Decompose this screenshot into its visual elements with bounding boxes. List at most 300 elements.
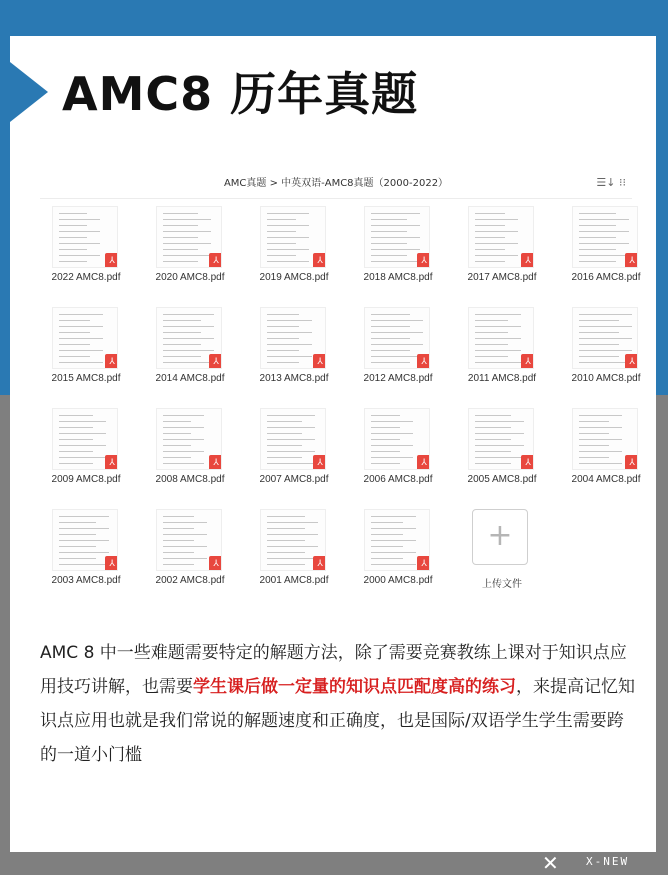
file-explorer: [40, 170, 641, 602]
file-tile[interactable]: [352, 509, 444, 601]
watermark-text: X-NEW: [586, 855, 630, 868]
thumbnail-text-line: [163, 356, 201, 357]
file-tile[interactable]: [456, 206, 548, 298]
thumbnail-text-line: [475, 320, 508, 321]
thumbnail-text-line: [371, 314, 410, 315]
thumbnail-text-line: [371, 350, 410, 351]
pdf-icon: ⅄: [417, 354, 430, 369]
thumbnail-text-line: [579, 356, 619, 357]
pdf-icon: ⅄: [313, 253, 326, 268]
file-tile[interactable]: [352, 206, 444, 298]
file-tile[interactable]: [560, 307, 652, 399]
thumbnail-text-line: [59, 213, 87, 214]
pdf-icon: ⅄: [313, 455, 326, 470]
thumbnail-text-line: [59, 362, 103, 363]
thumbnail-text-line: [267, 338, 299, 339]
thumbnail-text-line: [59, 433, 106, 434]
file-tile[interactable]: [40, 307, 132, 399]
description-paragraph: [40, 636, 640, 772]
thumbnail-text-line: [579, 225, 616, 226]
thumbnail-text-line: [579, 433, 609, 434]
file-name: 2007 AMC8.pdf: [259, 474, 329, 485]
thumbnail-text-line: [267, 522, 318, 523]
thumbnail-text-line: [267, 528, 305, 529]
pdf-thumbnail: [156, 307, 222, 369]
thumbnail-text-line: [59, 451, 93, 452]
thumbnail-text-line: [163, 421, 191, 422]
file-name: 2017 AMC8.pdf: [467, 272, 537, 283]
thumbnail-text-line: [475, 350, 521, 351]
thumbnail-text-line: [579, 249, 616, 250]
thumbnail-text-line: [59, 344, 90, 345]
thumbnail-text-line: [163, 225, 198, 226]
pdf-icon: ⅄: [625, 455, 638, 470]
thumbnail-text-line: [163, 237, 198, 238]
thumbnail-text-line: [475, 356, 508, 357]
thumbnail-text-line: [267, 332, 312, 333]
thumbnail-text-line: [267, 534, 318, 535]
thumbnail-text-line: [371, 433, 413, 434]
thumbnail-text-line: [59, 332, 90, 333]
thumbnail-text-line: [163, 332, 201, 333]
pdf-icon: ⅄: [625, 354, 638, 369]
thumbnail-text-line: [267, 558, 318, 559]
file-name: 2022 AMC8.pdf: [51, 272, 121, 283]
thumbnail-text-line: [475, 362, 521, 363]
pdf-thumbnail: [52, 307, 118, 369]
thumbnail-text-line: [475, 237, 505, 238]
thumbnail-text-line: [163, 326, 214, 327]
thumbnail-text-line: [267, 552, 305, 553]
thumbnail-text-line: [267, 540, 305, 541]
thumbnail-text-line: [59, 225, 87, 226]
breadcrumb[interactable]: AMC真题 > 中英双语-AMC8真题（2000-2022）: [40, 170, 632, 199]
file-name: 2014 AMC8.pdf: [155, 373, 225, 384]
thumbnail-text-line: [163, 433, 191, 434]
thumbnail-text-line: [163, 558, 207, 559]
thumbnail-text-line: [59, 564, 109, 565]
plus-icon: +: [472, 509, 528, 565]
thumbnail-text-line: [371, 439, 400, 440]
thumbnail-text-line: [59, 219, 100, 220]
file-name: 2018 AMC8.pdf: [363, 272, 433, 283]
thumbnail-text-line: [59, 421, 106, 422]
thumbnail-text-line: [59, 356, 90, 357]
file-tile[interactable]: [144, 307, 236, 399]
thumbnail-text-line: [579, 314, 632, 315]
file-tile[interactable]: [40, 408, 132, 500]
file-tile[interactable]: [248, 509, 340, 601]
thumbnail-text-line: [267, 314, 299, 315]
thumbnail-text-line: [579, 463, 622, 464]
thumbnail-text-line: [163, 564, 194, 565]
thumbnail-text-line: [163, 261, 198, 262]
thumbnail-text-line: [579, 415, 622, 416]
pdf-thumbnail: [52, 206, 118, 268]
thumbnail-text-line: [267, 362, 299, 363]
file-name: 2006 AMC8.pdf: [363, 474, 433, 485]
thumbnail-text-line: [579, 219, 629, 220]
thumbnail-text-line: [475, 231, 518, 232]
thumbnail-text-line: [163, 415, 204, 416]
thumbnail-text-line: [267, 445, 302, 446]
thumbnail-text-line: [163, 516, 194, 517]
thumbnail-text-line: [371, 243, 407, 244]
thumbnail-text-line: [163, 522, 207, 523]
thumbnail-text-line: [371, 427, 400, 428]
pdf-icon: ⅄: [209, 253, 222, 268]
thumbnail-text-line: [59, 457, 106, 458]
pdf-icon: ⅄: [417, 455, 430, 470]
thumbnail-text-line: [163, 463, 204, 464]
thumbnail-text-line: [267, 415, 315, 416]
thumbnail-text-line: [371, 564, 416, 565]
thumbnail-text-line: [163, 534, 207, 535]
file-tile[interactable]: [456, 408, 548, 500]
thumbnail-text-line: [59, 558, 96, 559]
pdf-icon: ⅄: [105, 455, 118, 470]
thumbnail-text-line: [579, 350, 632, 351]
thumbnail-text-line: [163, 255, 211, 256]
thumbnail-text-line: [371, 528, 416, 529]
description-highlight: 学生课后做一定量的知识点匹配度高的练习: [193, 677, 516, 697]
file-name: 2012 AMC8.pdf: [363, 373, 433, 384]
thumbnail-text-line: [163, 445, 191, 446]
thumbnail-text-line: [163, 540, 194, 541]
thumbnail-text-line: [59, 463, 93, 464]
thumbnail-text-line: [475, 213, 505, 214]
thumbnail-text-line: [267, 356, 312, 357]
thumbnail-text-line: [59, 231, 100, 232]
thumbnail-text-line: [59, 516, 109, 517]
pdf-thumbnail: [52, 408, 118, 470]
pdf-thumbnail: [364, 408, 430, 470]
file-tile[interactable]: [560, 206, 652, 298]
pdf-icon: ⅄: [521, 253, 534, 268]
thumbnail-text-line: [475, 415, 511, 416]
pdf-thumbnail: [260, 509, 326, 571]
file-tile[interactable]: [144, 509, 236, 601]
thumbnail-text-line: [579, 451, 622, 452]
thumbnail-text-line: [475, 326, 521, 327]
page-title: AMC8 历年真题: [62, 67, 419, 121]
pdf-thumbnail: [572, 206, 638, 268]
thumbnail-text-line: [371, 255, 407, 256]
file-tile[interactable]: [40, 509, 132, 601]
thumbnail-text-line: [59, 427, 93, 428]
file-name: 2015 AMC8.pdf: [51, 373, 121, 384]
thumbnail-text-line: [59, 522, 96, 523]
thumbnail-text-line: [267, 546, 318, 547]
thumbnail-text-line: [267, 564, 305, 565]
thumbnail-text-line: [371, 261, 420, 262]
thumbnail-text-line: [475, 433, 524, 434]
thumbnail-text-line: [475, 243, 518, 244]
upload-label: 上传文件: [482, 579, 522, 590]
thumbnail-text-line: [371, 552, 416, 553]
thumbnail-text-line: [163, 213, 198, 214]
file-name: 2005 AMC8.pdf: [467, 474, 537, 485]
thumbnail-text-line: [163, 528, 194, 529]
file-tile[interactable]: [456, 307, 548, 399]
thumbnail-text-line: [267, 231, 296, 232]
pdf-thumbnail: [260, 206, 326, 268]
file-name: 2020 AMC8.pdf: [155, 272, 225, 283]
thumbnail-text-line: [475, 457, 524, 458]
pdf-thumbnail: [156, 408, 222, 470]
thumbnail-text-line: [59, 338, 103, 339]
thumbnail-text-line: [59, 255, 100, 256]
thumbnail-text-line: [579, 439, 622, 440]
pdf-icon: ⅄: [521, 354, 534, 369]
file-tile[interactable]: [248, 408, 340, 500]
file-name: 2010 AMC8.pdf: [571, 373, 641, 384]
thumbnail-text-line: [59, 237, 87, 238]
thumbnail-text-line: [371, 338, 410, 339]
thumbnail-text-line: [59, 528, 109, 529]
thumbnail-text-line: [59, 552, 109, 553]
file-name: 2016 AMC8.pdf: [571, 272, 641, 283]
description-part2: ，来提高记忆知识点应用也就是我们常说的解题速度和正确度，也是国际/双语学生学生需要跨的一道小门槛: [40, 677, 635, 765]
thumbnail-text-line: [267, 421, 302, 422]
thumbnail-text-line: [163, 320, 201, 321]
pdf-thumbnail: [156, 206, 222, 268]
thumbnail-text-line: [59, 249, 87, 250]
watermark-x-icon: ✕: [542, 851, 559, 875]
thumbnail-text-line: [475, 225, 505, 226]
thumbnail-text-line: [59, 439, 93, 440]
thumbnail-text-line: [475, 445, 524, 446]
pdf-icon: ⅄: [417, 556, 430, 571]
file-name: 2001 AMC8.pdf: [259, 575, 329, 586]
pdf-thumbnail: [364, 206, 430, 268]
thumbnail-text-line: [59, 415, 93, 416]
thumbnail-text-line: [371, 546, 403, 547]
thumbnail-text-line: [579, 421, 609, 422]
thumbnail-text-line: [579, 344, 619, 345]
thumbnail-text-line: [371, 332, 423, 333]
thumbnail-text-line: [267, 261, 309, 262]
thumbnail-text-line: [475, 314, 521, 315]
file-name: 2009 AMC8.pdf: [51, 474, 121, 485]
pdf-icon: ⅄: [521, 455, 534, 470]
pdf-icon: ⅄: [209, 556, 222, 571]
title-arrow-icon: [10, 62, 48, 122]
file-name: 2002 AMC8.pdf: [155, 575, 225, 586]
thumbnail-text-line: [371, 237, 420, 238]
thumbnail-text-line: [267, 225, 309, 226]
thumbnail-text-line: [163, 546, 207, 547]
thumbnail-text-line: [371, 356, 423, 357]
pdf-thumbnail: [364, 307, 430, 369]
pdf-thumbnail: [260, 307, 326, 369]
thumbnail-text-line: [579, 243, 629, 244]
thumbnail-text-line: [475, 439, 511, 440]
upload-file-button[interactable]: [456, 509, 548, 601]
thumbnail-text-line: [579, 255, 629, 256]
thumbnail-text-line: [579, 457, 609, 458]
thumbnail-text-line: [371, 540, 416, 541]
thumbnail-text-line: [579, 338, 632, 339]
pdf-thumbnail: [156, 509, 222, 571]
file-tile[interactable]: [352, 408, 444, 500]
thumbnail-text-line: [59, 546, 96, 547]
thumbnail-text-line: [267, 439, 315, 440]
thumbnail-text-line: [371, 445, 413, 446]
pdf-icon: ⅄: [105, 556, 118, 571]
thumbnail-text-line: [371, 457, 413, 458]
thumbnail-text-line: [267, 516, 305, 517]
thumbnail-text-line: [579, 231, 629, 232]
thumbnail-text-line: [59, 534, 96, 535]
thumbnail-text-line: [579, 237, 616, 238]
thumbnail-text-line: [371, 362, 410, 363]
thumbnail-text-line: [163, 457, 191, 458]
thumbnail-text-line: [267, 255, 296, 256]
thumbnail-text-line: [163, 350, 214, 351]
thumbnail-text-line: [371, 219, 407, 220]
file-tile[interactable]: [352, 307, 444, 399]
pdf-thumbnail: [364, 509, 430, 571]
file-tile[interactable]: [144, 408, 236, 500]
description-part1: AMC 8 中一些难题需要特定的解题方法，除了需要竞赛教练上课对于知识点应用技巧讲解，也需要: [40, 643, 627, 697]
thumbnail-text-line: [163, 344, 201, 345]
thumbnail-text-line: [475, 427, 511, 428]
file-name: 2003 AMC8.pdf: [51, 575, 121, 586]
thumbnail-text-line: [475, 451, 511, 452]
thumbnail-text-line: [475, 261, 505, 262]
thumbnail-text-line: [475, 338, 521, 339]
thumbnail-text-line: [59, 445, 106, 446]
thumbnail-text-line: [267, 463, 315, 464]
thumbnail-text-line: [267, 237, 309, 238]
thumbnail-text-line: [163, 243, 211, 244]
thumbnail-text-line: [371, 249, 420, 250]
thumbnail-text-line: [371, 534, 403, 535]
pdf-icon: ⅄: [313, 556, 326, 571]
thumbnail-text-line: [371, 415, 400, 416]
thumbnail-text-line: [475, 344, 508, 345]
thumbnail-text-line: [475, 421, 524, 422]
thumbnail-text-line: [163, 552, 194, 553]
pdf-thumbnail: [52, 509, 118, 571]
file-name: 2004 AMC8.pdf: [571, 474, 641, 485]
thumbnail-text-line: [371, 522, 403, 523]
thumbnail-text-line: [579, 261, 616, 262]
thumbnail-text-line: [267, 457, 302, 458]
thumbnail-text-line: [475, 463, 511, 464]
thumbnail-text-line: [267, 433, 302, 434]
thumbnail-text-line: [579, 326, 632, 327]
thumbnail-text-line: [163, 362, 214, 363]
thumbnail-text-line: [59, 314, 103, 315]
thumbnail-text-line: [579, 332, 619, 333]
pdf-thumbnail: [572, 408, 638, 470]
thumbnail-text-line: [59, 243, 100, 244]
thumbnail-text-line: [579, 427, 622, 428]
file-name: 2011 AMC8.pdf: [467, 373, 537, 384]
thumbnail-text-line: [59, 350, 103, 351]
pdf-icon: ⅄: [625, 253, 638, 268]
file-tile[interactable]: [248, 206, 340, 298]
thumbnail-text-line: [267, 249, 309, 250]
thumbnail-text-line: [371, 320, 423, 321]
thumbnail-text-line: [267, 219, 296, 220]
thumbnail-text-line: [267, 213, 309, 214]
file-name: 2000 AMC8.pdf: [363, 575, 433, 586]
thumbnail-text-line: [371, 326, 410, 327]
pdf-icon: ⅄: [105, 253, 118, 268]
pdf-thumbnail: [572, 307, 638, 369]
thumbnail-text-line: [267, 451, 315, 452]
watermark-logo: [542, 845, 662, 873]
thumbnail-text-line: [163, 219, 211, 220]
thumbnail-text-line: [267, 350, 299, 351]
file-name: 2019 AMC8.pdf: [259, 272, 329, 283]
thumbnail-text-line: [163, 338, 214, 339]
thumbnail-text-line: [59, 540, 109, 541]
thumbnail-text-line: [371, 421, 413, 422]
file-tile[interactable]: [144, 206, 236, 298]
thumbnail-text-line: [371, 231, 407, 232]
thumbnail-text-line: [371, 213, 420, 214]
thumbnail-text-line: [163, 439, 204, 440]
thumbnail-text-line: [579, 320, 619, 321]
pdf-icon: ⅄: [105, 354, 118, 369]
thumbnail-text-line: [163, 249, 198, 250]
pdf-icon: ⅄: [417, 253, 430, 268]
file-name: 2013 AMC8.pdf: [259, 373, 329, 384]
thumbnail-text-line: [267, 427, 315, 428]
thumbnail-text-line: [59, 320, 90, 321]
pdf-icon: ⅄: [313, 354, 326, 369]
pdf-thumbnail: [468, 307, 534, 369]
thumbnail-text-line: [59, 326, 103, 327]
thumbnail-text-line: [163, 451, 204, 452]
thumbnail-text-line: [475, 255, 518, 256]
title-marker-bar: [0, 62, 10, 122]
thumbnail-text-line: [371, 451, 400, 452]
thumbnail-text-line: [267, 243, 296, 244]
thumbnail-text-line: [163, 427, 204, 428]
file-tile[interactable]: [560, 408, 652, 500]
pdf-thumbnail: [468, 206, 534, 268]
thumbnail-text-line: [371, 463, 400, 464]
thumbnail-text-line: [475, 249, 505, 250]
thumbnail-text-line: [267, 320, 312, 321]
thumbnail-text-line: [579, 445, 609, 446]
thumbnail-text-line: [579, 213, 616, 214]
view-toggle-icons[interactable]: ☰↓ ⁝⁝: [596, 176, 626, 189]
thumbnail-text-line: [371, 344, 423, 345]
thumbnail-text-line: [267, 326, 299, 327]
pdf-thumbnail: [468, 408, 534, 470]
thumbnail-text-line: [163, 231, 211, 232]
pdf-icon: ⅄: [209, 455, 222, 470]
thumbnail-text-line: [371, 225, 420, 226]
thumbnail-text-line: [267, 344, 312, 345]
thumbnail-text-line: [371, 558, 403, 559]
pdf-icon: ⅄: [209, 354, 222, 369]
thumbnail-text-line: [59, 261, 87, 262]
file-tile[interactable]: [248, 307, 340, 399]
thumbnail-text-line: [475, 219, 518, 220]
pdf-thumbnail: [260, 408, 326, 470]
thumbnail-text-line: [163, 314, 214, 315]
thumbnail-text-line: [475, 332, 508, 333]
file-tile[interactable]: [40, 206, 132, 298]
file-name: 2008 AMC8.pdf: [155, 474, 225, 485]
